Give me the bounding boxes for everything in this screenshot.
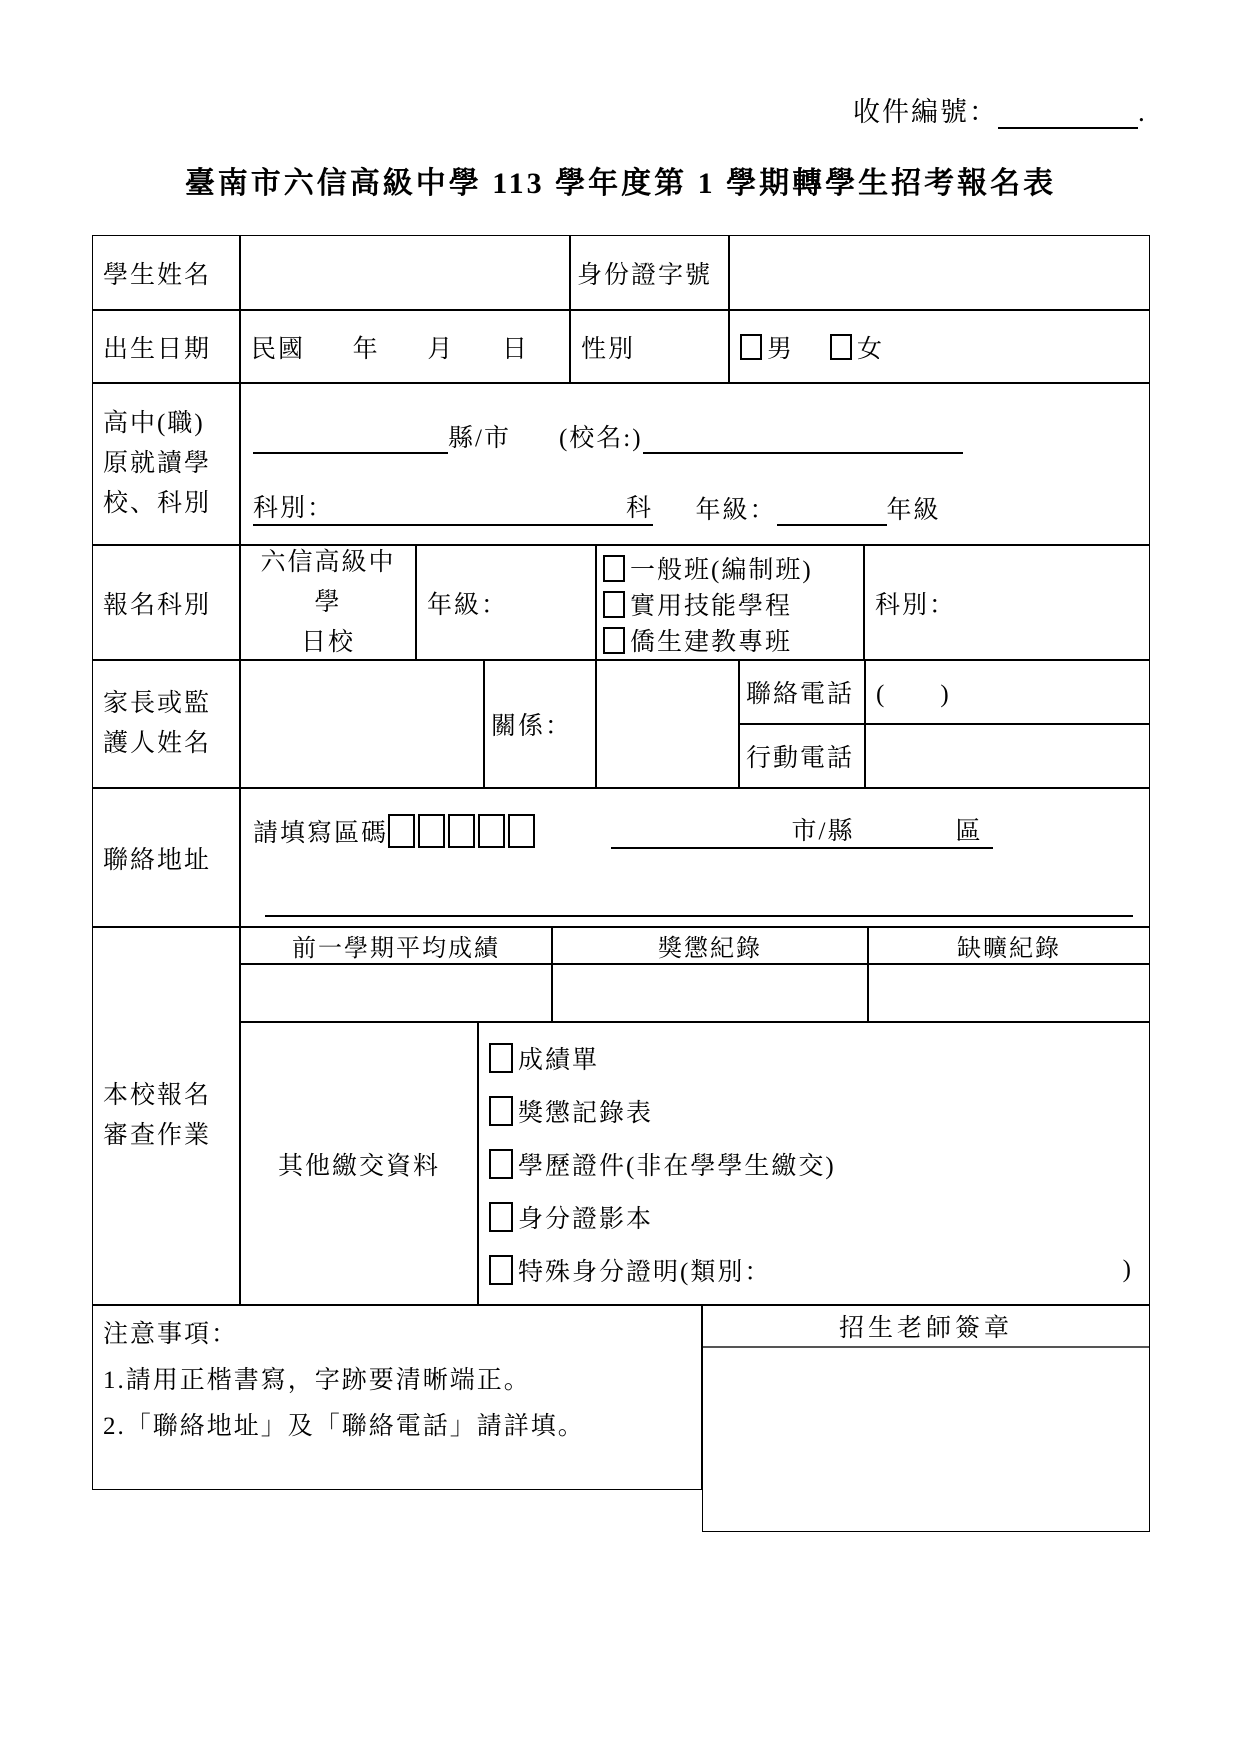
special-status-label: 特殊身分證明(類別： (518, 1258, 772, 1286)
notes-cell (92, 1305, 702, 1490)
school-name-prefix: (校名:) (558, 425, 643, 452)
address-line1 (253, 811, 1137, 849)
id-number-input-cell[interactable] (729, 235, 1150, 310)
application-form-table (92, 235, 1150, 1532)
contact-address-label: 聯絡地址 (92, 788, 240, 927)
grade-label: 年級： (695, 497, 777, 524)
other-docs-label: 其他繳交資料 (240, 1022, 478, 1305)
previous-school-label-line3: 校、科別 (103, 490, 212, 517)
gender-label: 性別 (570, 310, 729, 383)
birth-year-label: 年 (352, 335, 380, 363)
receipt-dot: . (1138, 97, 1147, 127)
class-option-practical[interactable] (603, 586, 792, 622)
id-number-label: 身份證字號 (570, 235, 729, 310)
special-status-close-paren: ) (1122, 1255, 1133, 1283)
contact-phone-input-cell[interactable] (865, 660, 1150, 724)
guardian-relation-input-cell[interactable] (596, 660, 739, 788)
zip-box-1[interactable] (388, 814, 415, 848)
dept-suffix: 科 (625, 495, 653, 522)
diploma-checkbox[interactable] (489, 1149, 513, 1179)
doc-option-transcript[interactable] (489, 1040, 1139, 1076)
signature-area[interactable] (703, 1348, 1149, 1531)
male-checkbox[interactable] (740, 334, 762, 360)
merit-record-header: 獎懲紀錄 (552, 927, 868, 964)
guardian-name-input-cell[interactable] (240, 660, 484, 788)
absence-record-header: 缺曠紀錄 (868, 927, 1150, 964)
general-class-label: 一般班(編制班) (630, 557, 813, 584)
birth-era-label: 民國 (251, 335, 306, 363)
apply-grade-cell[interactable] (416, 545, 596, 660)
previous-school-input-cell (240, 383, 1150, 545)
special-status-checkbox[interactable] (489, 1255, 513, 1285)
student-name-label: 學生姓名 (92, 235, 240, 310)
zip-code-label: 請填寫區碼 (253, 820, 389, 847)
school-review-label-line1: 本校報名 (103, 1082, 212, 1109)
signature-header: 招生老師簽章 (703, 1306, 1149, 1348)
county-suffix: 縣/市 (448, 425, 511, 452)
note-item-2: 2.「聯絡地址」及「聯絡電話」請詳填。 (103, 1413, 585, 1440)
birth-date-input-cell[interactable] (240, 310, 570, 383)
overseas-class-label: 僑生建教專班 (630, 629, 793, 656)
merit-record-input-cell[interactable] (552, 964, 868, 1022)
avg-score-input-cell[interactable] (240, 964, 552, 1022)
mobile-phone-input-cell[interactable] (865, 724, 1150, 788)
city-county-label: 市/縣 (791, 818, 855, 845)
grade-input[interactable] (777, 499, 887, 527)
merit-record-label: 獎懲記錄表 (518, 1099, 654, 1127)
transcript-checkbox[interactable] (489, 1043, 513, 1073)
guardian-relation-label: 關係： (491, 713, 573, 740)
city-district-underline[interactable] (611, 811, 993, 849)
apply-class-options-cell (596, 545, 864, 660)
birth-day-label: 日 (501, 335, 529, 363)
district-label: 區 (955, 818, 983, 845)
street-address-input[interactable] (265, 890, 1133, 918)
id-copy-checkbox[interactable] (489, 1202, 513, 1232)
merit-record-checkbox[interactable] (489, 1096, 513, 1126)
male-label: 男 (767, 335, 795, 363)
apply-dept-input-label: 科別： (875, 591, 957, 619)
guardian-label-line1: 家長或監 (103, 690, 212, 717)
general-class-checkbox[interactable] (603, 555, 625, 582)
contact-address-input-cell (240, 788, 1150, 927)
note-item-1: 1.請用正楷書寫，字跡要清晰端正。 (103, 1367, 531, 1394)
apply-school-line2: 日校 (300, 628, 355, 656)
zip-box-3[interactable] (448, 814, 475, 848)
county-input[interactable] (253, 427, 448, 455)
school-name-input[interactable] (643, 427, 963, 455)
zip-box-2[interactable] (418, 814, 445, 848)
apply-dept-label: 報名科別 (92, 545, 240, 660)
mobile-phone-label: 行動電話 (739, 724, 865, 788)
gender-female-option[interactable] (830, 329, 884, 365)
guardian-label (92, 660, 240, 788)
address-line2 (253, 889, 1137, 917)
other-docs-options-cell (478, 1022, 1150, 1305)
receipt-number-label: 收件編號： (853, 97, 998, 127)
birth-date-label: 出生日期 (92, 310, 240, 383)
practical-skills-label: 實用技能學程 (630, 593, 793, 620)
previous-school-line1 (253, 418, 1137, 454)
doc-option-diploma[interactable] (489, 1146, 1139, 1182)
school-review-label (92, 927, 240, 1305)
zip-box-5[interactable] (508, 814, 535, 848)
class-option-overseas[interactable] (603, 622, 792, 658)
signature-cell (702, 1305, 1150, 1532)
doc-option-merit-record[interactable] (489, 1093, 1139, 1129)
apply-grade-label: 年級： (427, 591, 509, 619)
guardian-label-line2: 護人姓名 (103, 730, 212, 757)
practical-skills-checkbox[interactable] (603, 591, 625, 618)
zip-box-4[interactable] (478, 814, 505, 848)
birth-month-label: 月 (427, 335, 455, 363)
notes-title: 注意事項： (103, 1321, 239, 1348)
gender-male-option[interactable] (740, 329, 794, 365)
absence-record-input-cell[interactable] (868, 964, 1150, 1022)
receipt-number-input[interactable] (998, 102, 1138, 129)
student-name-input-cell[interactable] (240, 235, 570, 310)
transcript-label: 成績單 (518, 1046, 600, 1074)
page-title: 臺南市六信高級中學 113 學年度第 1 學期轉學生招考報名表 (184, 167, 1057, 200)
overseas-class-checkbox[interactable] (603, 627, 625, 654)
receipt-number-line (853, 90, 1147, 129)
doc-option-special-status[interactable] (489, 1252, 1139, 1288)
diploma-label: 學歷證件(非在學學生繳交) (518, 1152, 836, 1180)
previous-school-line2 (253, 488, 1137, 526)
previous-school-label-line2: 原就讀學 (103, 450, 212, 477)
apply-school-cell (240, 545, 416, 660)
doc-option-id-copy[interactable] (489, 1199, 1139, 1235)
female-label: 女 (857, 335, 885, 363)
female-checkbox[interactable] (830, 334, 852, 360)
grade-suffix: 年級 (886, 497, 941, 524)
apply-dept-input-cell[interactable] (864, 545, 1150, 660)
dept-input-underline[interactable] (253, 488, 653, 526)
contact-phone-label: 聯絡電話 (739, 660, 865, 724)
contact-phone-area-parens: ( ) (876, 681, 951, 708)
school-review-label-line2: 審查作業 (103, 1122, 212, 1149)
previous-school-label-line1: 高中(職) (103, 410, 205, 437)
class-option-general[interactable] (603, 550, 813, 586)
id-copy-label: 身分證影本 (518, 1205, 654, 1233)
dept-label: 科別： (253, 495, 335, 522)
previous-school-label (92, 383, 240, 545)
gender-input-cell (729, 310, 1150, 383)
avg-score-header: 前一學期平均成績 (240, 927, 552, 964)
apply-school-line1: 六信高級中學 (260, 548, 396, 616)
guardian-relation-cell[interactable] (484, 660, 596, 788)
